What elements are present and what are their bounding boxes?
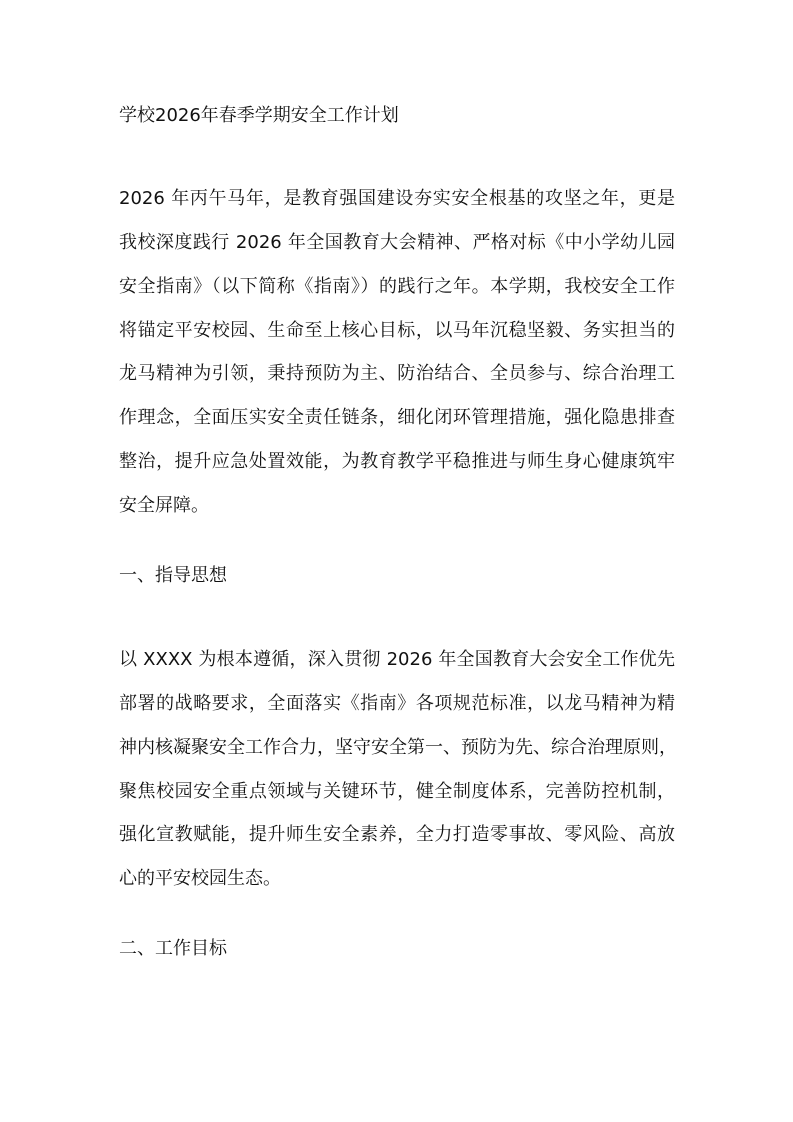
intro-line-3: 安全指南》（以下简称《指南》）的践行之年。本学期，我校安全工作 (119, 276, 675, 297)
intro-line-5: 龙马精神为引领，秉持预防为主、防治结合、全员参与、综合治理工 (119, 363, 675, 384)
section1-line-3: 神内核凝聚安全工作合力，坚守安全第一、预防为先、综合治理原则， (119, 737, 677, 758)
section1-line-1: 以 XXXX 为根本遵循，深入贯彻 2026 年全国教育大会安全工作优先 (119, 649, 675, 670)
section1-line-4: 聚焦校园安全重点领域与关键环节，健全制度体系，完善防控机制， (119, 781, 675, 802)
intro-line-1: 2026 年丙午马年，是教育强国建设夯实安全根基的攻坚之年，更是 (119, 188, 675, 209)
section1-line-2: 部署的战略要求，全面落实《指南》各项规范标准，以龙马精神为精 (119, 693, 675, 714)
intro-line-4: 将锚定平安校园、生命至上核心目标，以马年沉稳坚毅、务实担当的 (119, 320, 675, 341)
document-title: 学校2026年春季学期安全工作计划 (119, 105, 399, 126)
section1-line-6: 心的平安校园生态。 (119, 868, 281, 889)
intro-line-6: 作理念，全面压实安全责任链条，细化闭环管理措施，强化隐患排查 (119, 407, 675, 428)
section-heading-guiding-thought: 一、指导思想 (119, 565, 227, 586)
section-heading-work-goals: 二、工作目标 (119, 938, 227, 959)
section1-line-5: 强化宣教赋能，提升师生安全素养，全力打造零事故、零风险、高放 (119, 824, 675, 845)
intro-line-8: 安全屏障。 (119, 495, 209, 516)
intro-line-7: 整治，提升应急处置效能，为教育教学平稳推进与师生身心健康筑牢 (119, 451, 675, 472)
intro-line-2: 我校深度践行 2026 年全国教育大会精神、严格对标《中小学幼儿园 (119, 232, 675, 253)
